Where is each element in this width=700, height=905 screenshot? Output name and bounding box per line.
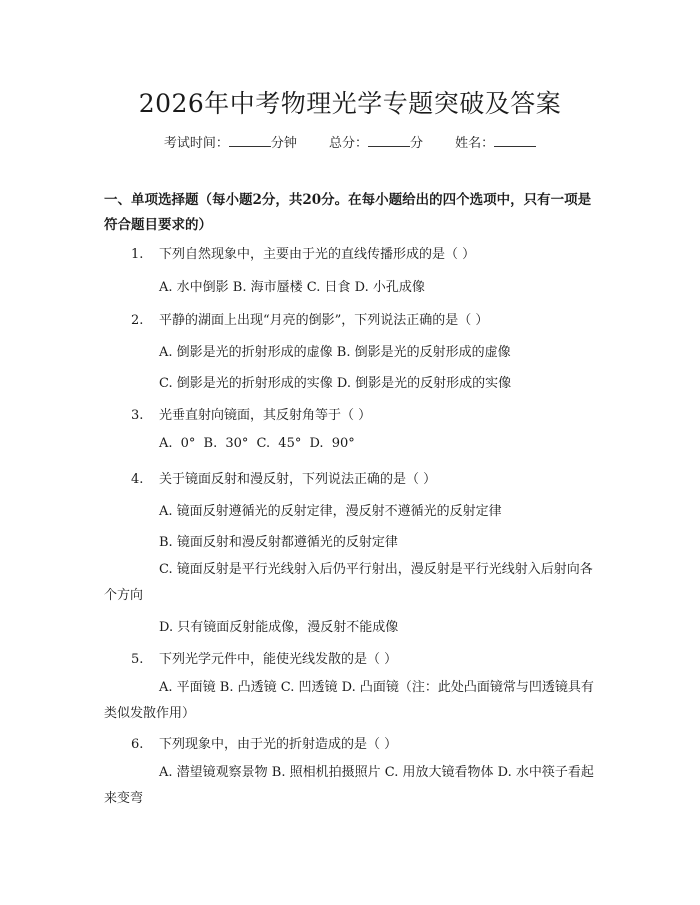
question-number: 1. <box>131 247 144 262</box>
score-unit: 分 <box>410 136 424 151</box>
student-name <box>455 136 536 151</box>
question-6-options: A. 潜望镜观察景物 B. 照相机拍摄照片 C. 用放大镜看物体 D. 水中筷子看起来变弯 <box>104 765 594 806</box>
question-4-option-a: A. 镜面反射遵循光的反射定律，漫反射不遵循光的反射定律 <box>159 504 502 519</box>
question-stem: 光垂直射向镜面，其反射角等于（ ） <box>159 408 372 423</box>
exam-time <box>164 136 297 151</box>
question-4-option-c: C. 镜面反射是平行光线射入后仍平行射出，漫反射是平行光线射入后射向各个方向 <box>104 562 593 603</box>
question-number: 4. <box>131 472 144 487</box>
section-title: 一、单项选择题（每小题2分，共20分。在每小题给出的四个选项中，只有一项是符合题目要求的） <box>104 192 592 233</box>
total-score <box>329 136 423 151</box>
question-4 <box>131 468 436 487</box>
question-stem: 关于镜面反射和漫反射，下列说法正确的是（ ） <box>159 472 437 487</box>
question-1 <box>131 243 475 262</box>
question-number: 3. <box>131 408 144 423</box>
page-title: 2026年中考物理光学专题突破及答案 <box>138 89 562 118</box>
question-stem: 下列现象中，由于光的折射造成的是（ ） <box>159 737 398 752</box>
exam-time-unit: 分钟 <box>270 136 297 151</box>
question-2-options-cd: C. 倒影是光的折射形成的实像 D. 倒影是光的反射形成的实像 <box>159 376 512 391</box>
name-blank <box>494 134 536 147</box>
question-5 <box>131 648 397 667</box>
score-label: 总分： <box>328 136 368 151</box>
question-4-option-d: D. 只有镜面反射能成像，漫反射不能成像 <box>159 620 399 635</box>
question-6 <box>131 733 397 752</box>
question-5-options: A. 平面镜 B. 凸透镜 C. 凹透镜 D. 凸面镜（注：此处凸面镜常与凹透镜具有类似发散作用） <box>104 680 594 721</box>
question-number: 6. <box>131 737 144 752</box>
question-1-options: A. 水中倒影 B. 海市蜃楼 C. 日食 D. 小孔成像 <box>159 280 425 295</box>
question-stem: 平静的湖面上出现“月亮的倒影”，下列说法正确的是（ ） <box>159 313 489 328</box>
exam-info-line <box>0 132 700 151</box>
name-label: 姓名： <box>455 136 495 151</box>
score-blank <box>368 134 410 147</box>
exam-time-label: 考试时间： <box>163 136 229 151</box>
question-number: 2. <box>131 313 144 328</box>
question-3 <box>131 404 371 423</box>
question-4-option-b: B. 镜面反射和漫反射都遵循光的反射定律 <box>159 535 398 550</box>
question-number: 5. <box>131 652 144 667</box>
question-3-options: A. 0° B. 30° C. 45° D. 90° <box>159 436 355 451</box>
question-2-options-ab: A. 倒影是光的折射形成的虚像 B. 倒影是光的反射形成的虚像 <box>159 345 511 360</box>
exam-time-blank <box>229 134 271 147</box>
question-stem: 下列自然现象中，主要由于光的直线传播形成的是（ ） <box>159 247 476 262</box>
question-2 <box>131 309 488 328</box>
question-stem: 下列光学元件中，能使光线发散的是（ ） <box>159 652 398 667</box>
